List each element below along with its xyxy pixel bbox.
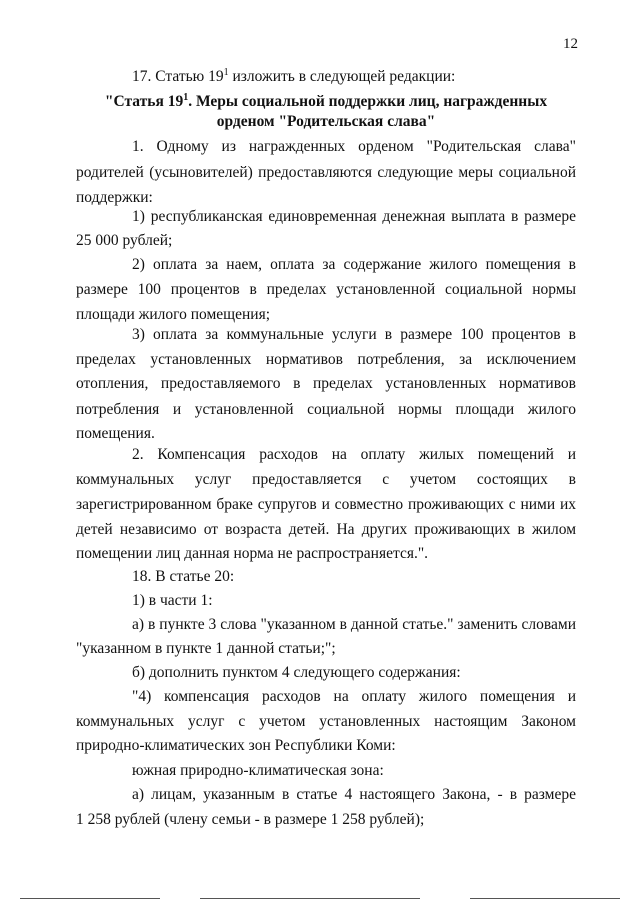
page-number: 12 — [563, 36, 578, 52]
superscript: 1 — [223, 66, 229, 78]
list-item-line: 2) оплата за наем, оплата за содержание жилого помещения в — [132, 256, 576, 273]
list-item-line: потребления и установленной социальной нормы площади жилого — [76, 401, 576, 418]
list-item-line: 1 258 рублей (члену семьи - в размере 1 258 рублей); — [76, 811, 425, 828]
paragraph-line: природно-климатических зон Республики Коми: — [76, 737, 396, 754]
paragraph-line: родителей (усыновителей) предоставляются следующие меры социальной — [76, 164, 576, 181]
text: . Меры социальной поддержки лиц, награжденных — [188, 93, 548, 110]
list-item-line: размере 100 процентов в пределах установленной социальной нормы — [76, 281, 576, 298]
article-heading-line-1 — [76, 91, 576, 113]
text: изложить в следующей редакции: — [228, 68, 456, 85]
paragraph-line: коммунальных услуг предоставляется с учетом состоящих в — [76, 471, 576, 488]
list-item-line: а) лицам, указанным в статье 4 настоящего Закона, - в размере — [132, 786, 576, 803]
superscript: 1 — [183, 91, 189, 103]
paragraph-line: зарегистрированном браке супругов и совместно проживающих с ними их — [76, 496, 576, 513]
paragraph-line: поддержки: — [76, 189, 153, 206]
scan-artifact-line — [20, 898, 160, 899]
paragraph-line: южная природно-климатическая зона: — [132, 762, 384, 779]
paragraph-line: 2. Компенсация расходов на оплату жилых помещений и — [132, 446, 576, 463]
paragraph-line: "4) компенсация расходов на оплату жилого помещения и — [132, 688, 576, 705]
list-item-line: помещения. — [76, 425, 155, 442]
scan-artifact-line — [470, 898, 620, 899]
text: 17. Статью 19 — [132, 68, 224, 85]
text: "Статья 19 — [104, 93, 184, 110]
scan-artifact-line — [200, 898, 420, 899]
paragraph-line: 1. Одному из награжденных орденом "Родительская слава" — [132, 138, 576, 155]
list-item-line: а) в пункте 3 слова "указанном в данной статье." заменить словами — [132, 616, 576, 633]
list-item-line: б) дополнить пунктом 4 следующего содержания: — [132, 664, 461, 681]
article-heading-line-2: орденом "Родительская слава" — [216, 113, 436, 130]
list-item-line: 3) оплата за коммунальные услуги в размере 100 процентов в — [132, 326, 576, 343]
amendment-item-17 — [132, 66, 576, 88]
paragraph-line: коммунальных услуг с учетом установленных настоящим Законом — [76, 713, 576, 730]
paragraph-line: детей независимо от возраста детей. На других проживающих в жилом — [76, 521, 576, 538]
paragraph-line: помещении лиц данная норма не распространяется.". — [76, 545, 429, 562]
list-item-line: "указанном в пункте 1 данной статьи;"; — [76, 640, 336, 657]
list-item-line: 25 000 рублей; — [76, 232, 173, 249]
amendment-item-18: 18. В статье 20: — [132, 568, 235, 585]
list-item-line: 1) республиканская единовременная денежная выплата в размере — [132, 208, 576, 225]
list-item-line: пределах установленных нормативов потребления, за исключением — [76, 351, 576, 368]
list-item-line: отопления, предоставляемого в пределах установленных нормативов — [76, 375, 576, 392]
list-item-line: площади жилого помещения; — [76, 306, 271, 323]
list-item-line: 1) в части 1: — [132, 592, 213, 609]
